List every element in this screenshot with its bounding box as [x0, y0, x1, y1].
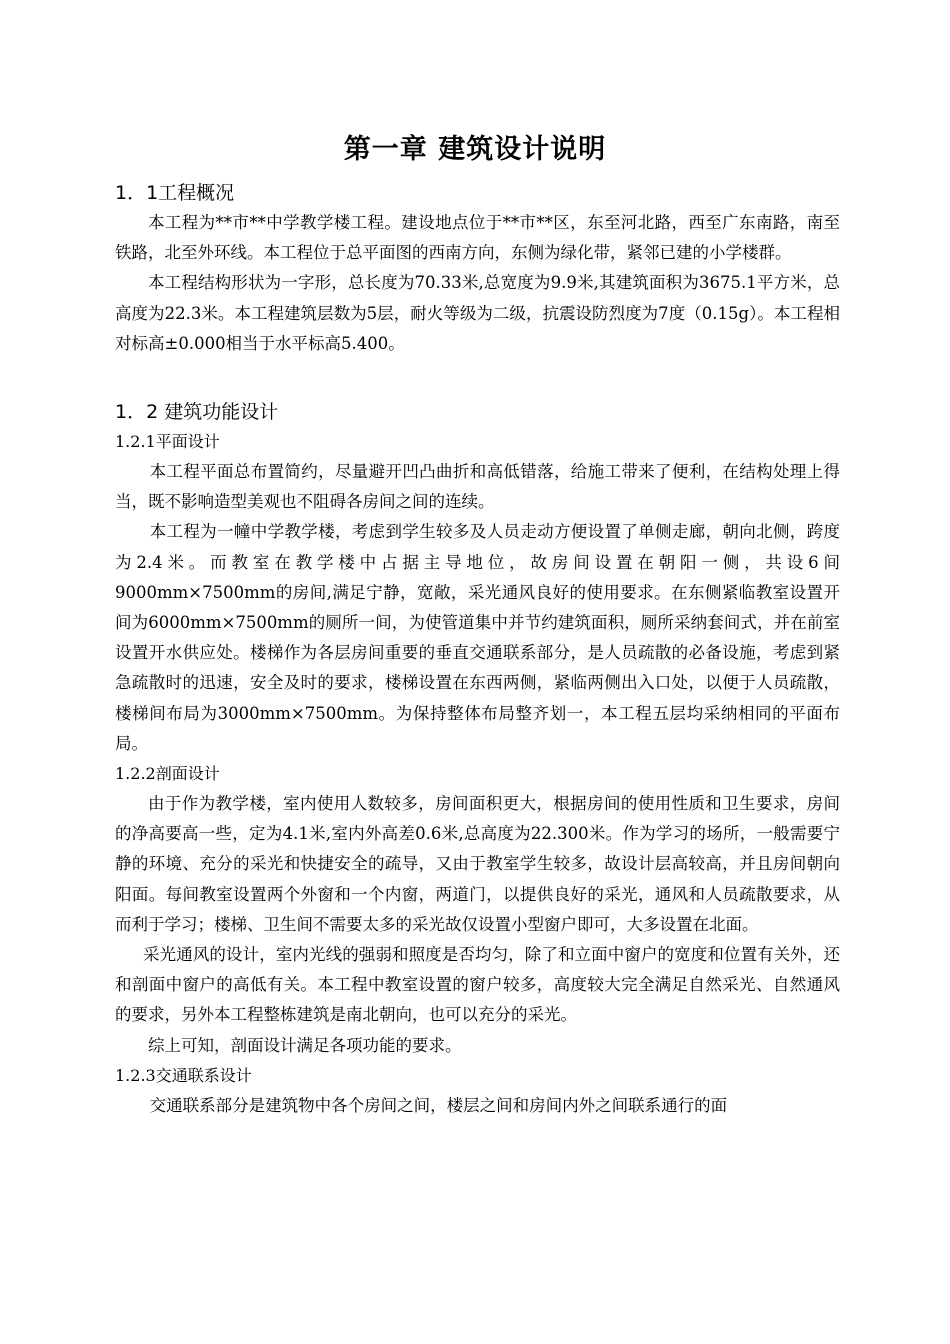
subsection-heading-1-2-1: 1.2.1平面设计 [115, 432, 220, 452]
paragraph: 交通联系部分是建筑物中各个房间之间，楼层之间和房间内外之间联系通行的面 [149, 1095, 728, 1115]
paragraph: 综上可知，剖面设计满足各项功能的要求。 [148, 1035, 462, 1055]
subsection-heading-1-2-2: 1.2.2剖面设计 [115, 764, 220, 784]
paragraph: 本工程为**市**中学教学楼工程。建设地点位于**市**区，东至河北路，西至广东南路，南至铁路，北至外环线。本工程位于总平面图的西南方向，东侧为绿化带，紧邻已建的小学楼群。 [115, 213, 840, 263]
section-heading-1-2: 1．2 建筑功能设计 [115, 401, 279, 424]
paragraph: 本工程为一幢中学教学楼，考虑到学生较多及人员走动方便设置了单侧走廊，朝向北侧，跨度为2.4米。而教室在教学楼中占据主导地位，故房间设置在朝阳一侧，共设6间9000mm×7500mm的房间,满足宁静，宽敞，采光通风良好的使用要求。在东侧紧临教室设置开间为6000mm×7500mm的厕所一间，为使管道集中并节约建筑面积，厕所采纳套间式，并在前室设置开水供应处。楼梯作为各层房间重要的垂直交通联系部分，是人员疏散的必备设施，考虑到紧急疏散时的迅速，安全及时的要求，楼梯设置在东西两侧，紧临两侧出入口处，以便于人员疏散，楼梯间布局为3000mm×7500mm。为保持整体布局整齐划一，本工程五层均采纳相同的平面布局。 [115, 522, 840, 753]
paragraph: 采光通风的设计，室内光线的强弱和照度是否均匀，除了和立面中窗户的宽度和位置有关外，还和剖面中窗户的高低有关。本工程中教室设置的窗户较多，高度较大完全满足自然采光、自然通风的要求，另外本工程整栋建筑是南北朝向，也可以充分的采光。 [115, 945, 840, 1025]
paragraph: 本工程结构形状为一字形，总长度为70.33米,总宽度为9.9米,其建筑面积为3675.1平方米，总高度为22.3米。本工程建筑层数为5层，耐火等级为二级，抗震设防烈度为7度（0.15g）。本工程相对标高±0.000相当于水平标高5.400。 [115, 273, 840, 353]
section-heading-1-1: 1．1工程概况 [115, 182, 235, 204]
paragraph: 由于作为教学楼，室内使用人数较多，房间面积更大，根据房间的使用性质和卫生要求，房间的净高要高一些，定为4.1米,室内外高差0.6米,总高度为22.300米。作为学习的场所，一般需要宁静的环境、充分的采光和快捷安全的疏导，又由于教室学生较多，故设计层高较高，并且房间朝向阳面。每间教室设置两个外窗和一个内窗，两道门，以提供良好的采光，通风和人员疏散要求，从而利于学习；楼梯、卫生间不需要太多的采光故仅设置小型窗户即可，大多设置在北面。 [115, 794, 840, 934]
document-body [115, 178, 840, 1121]
chapter-title: 第一章 建筑设计说明 [343, 134, 607, 165]
paragraph: 本工程平面总布置简约，尽量避开凹凸曲折和高低错落，给施工带来了便利，在结构处理上得当，既不影响造型美观也不阻碍各房间之间的连续。 [115, 462, 840, 512]
subsection-heading-1-2-3: 1.2.3交通联系设计 [115, 1065, 252, 1085]
